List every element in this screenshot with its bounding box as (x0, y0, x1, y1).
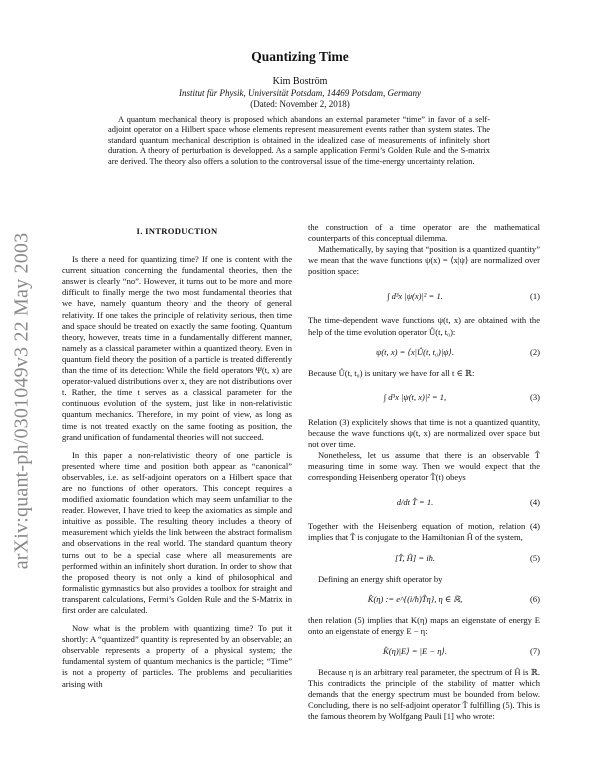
equation-number: (2) (530, 347, 540, 358)
author-affiliation: Institut für Physik, Universität Potsdam, 14469 Potsdam, Germany (179, 88, 421, 98)
paragraph: Defining an energy shift operator by (318, 573, 443, 584)
equation-2 (308, 342, 540, 364)
equation-body: ∫ d³x |ψ(t, x)|² = 1, (383, 392, 447, 403)
arxiv-stamp-text: arXiv:quant-ph/0301049v3 22 May 2003 (10, 232, 33, 570)
right-column (308, 222, 540, 722)
equation-body: [T̂, Ĥ] = iħ. (394, 552, 436, 563)
paragraph: the construction of a time operator are the mathematical counterparts of this conceptual dilemma. (308, 222, 540, 244)
equation-number: (1) (530, 290, 540, 301)
paragraph: Together with the Heisenberg equation of motion, relation (4) implies that T̂ is conjugate to the Hamiltonian Ĥ of the system, (308, 521, 540, 543)
equation-4 (308, 487, 540, 517)
equation-body: ∫ d³x |ψ(x)|² = 1. (387, 290, 443, 301)
paper-title: Quantizing Time (251, 49, 349, 64)
equation-number: (7) (530, 646, 540, 657)
paragraph: Mathematically, by saying that “position is a quantized quantity” we mean that the wave functions ψ(x) = ⟨x|ψ⟩ are normalized over position space: (308, 244, 540, 277)
paragraph: Relation (3) explicitely shows that time is not a quantized quantity, because the wave functions ψ(t, x) are normalized over space but not over time. (308, 416, 540, 449)
equation-number: (5) (530, 552, 540, 563)
equation-number: (6) (530, 594, 540, 605)
equation-5 (308, 548, 540, 570)
equation-body: K̂(η)|E⟩ = |E − η⟩. (383, 646, 447, 657)
paragraph: Nonetheless, let us assume that there is an observable T̂ measuring time in some way. Then we would expect that the corresponding Heisenberg operator T̂(t) obeys (308, 450, 540, 483)
paragraph: Is there a need for quantizing time? If one is content with the current situation concerning the fundamental theories, then the answer is clearly “no”. However, it turns out to be more and more difficult to finally merge the two most fundamental theories that we have, namely quantum theory and the theory of general relativity. If one takes the principle of relativity serious, then time and space should be treated on exactly the same footing. Quantum theory, however, treats time in a fundamentally different manner, namely as a classical parameter within a quantized theory. Even in quantum field theory the position of a particle is treated differently than the time of its detection: While the field operators Ψ(t, x) are operator-valued distributions over x, they are not distributions over t. Rather, the time t serves as a classical parameter for the continuous evolution of the system, just like in non-relativistic quantum mechanics. Therefore, in my point of view, as long as time is not treated exactly on the same footing as position, the grand unification of fundamental theories will not succeed. (62, 254, 292, 442)
paragraph: The time-dependent wave functions ψ(t, x) are obtained with the help of the time evolution operator Û(t, t₀): (308, 315, 540, 337)
paragraph: Because Û(t, t₀) is unitary we have for all t ∈ ℝ: (308, 367, 475, 378)
paragraph: Now what is the problem with quantizing time? To put it shortly: A “quantized” quantity is represented by an observable; an observable represents a property of a physical system; the fundamental system of quantum mechanics is the particle; “Time” is not a property of particles. The problems and peculiarities arising with (62, 623, 292, 689)
equation-1 (308, 281, 540, 311)
paragraph: Because η is an arbitrary real parameter, the spectrum of Ĥ is ℝ. This contradicts the principle of the stability of matter which demands that the energy spectrum must be bounded from below. Concluding, there is no self-adjoint operator T̂ fulfilling (5). This is the famous theorem by Wolfgang Pauli [1] who wrote: (308, 666, 540, 722)
left-column (62, 226, 292, 690)
paragraph: In this paper a non-relativistic theory of one particle is presented where time and position both appear as “canonical” observables, i.e. as self-adjoint operators on a Hilbert space that are no functions of other operators. This concept requires a modified axiomatic foundation which may seem unfamiliar to the reader. However, I have tried to keep the axiomatics as simple and intuitive as possible. The resulting theory includes a theory of measurement which yields the link between the abstract formalism and observations in the real world. The standard quantum theory turns out to be a special case where all measurements are performed within an infinitely short duration. In order to show that the proposed theory is not only a kind of philosophical and formalistic gymnastics but also provides a toolbox for straight and transparent calculations, Fermi’s Golden Rule and the S-Matrix in first order are calculated. (62, 449, 292, 615)
dated-line: (Dated: November 2, 2018) (250, 99, 350, 109)
equation-body: K̂(η) := e^{(i/ħ)T̂η}, η ∈ ℝ, (367, 594, 463, 605)
equation-3 (308, 383, 540, 413)
paragraph: then relation (5) implies that K(η) maps an eigenstate of energy E onto an eigenstate of energy E − η: (308, 614, 540, 636)
arxiv-stamp (4, 208, 40, 594)
equation-body: d/dt T̂ = 1. (396, 496, 434, 507)
abstract: A quantum mechanical theory is proposed which abandons an external parameter “time” in favor of a self-adjoint operator on a Hilbert space whose elements represent measurement events rather than system states. The standard quantum mechanical description is obtained in the idealized case of measurements of infinitely short duration. A theory of perturbation is developped. As a sample application Fermi’s Golden Rule and the S-matrix are derived. The theory also offers a solution to the controversal issue of the time-energy uncertainty relation. (108, 115, 490, 166)
equation-number: (4) (530, 496, 540, 507)
section-heading: I. INTRODUCTION (136, 226, 218, 236)
equation-number: (3) (530, 392, 540, 403)
equation-body: ψ(t, x) = ⟨x|Û(t, t₀)|ψ⟩. (376, 347, 454, 358)
equation-6 (308, 589, 540, 611)
equation-7 (308, 641, 540, 663)
author-name: Kim Boström (272, 76, 328, 87)
